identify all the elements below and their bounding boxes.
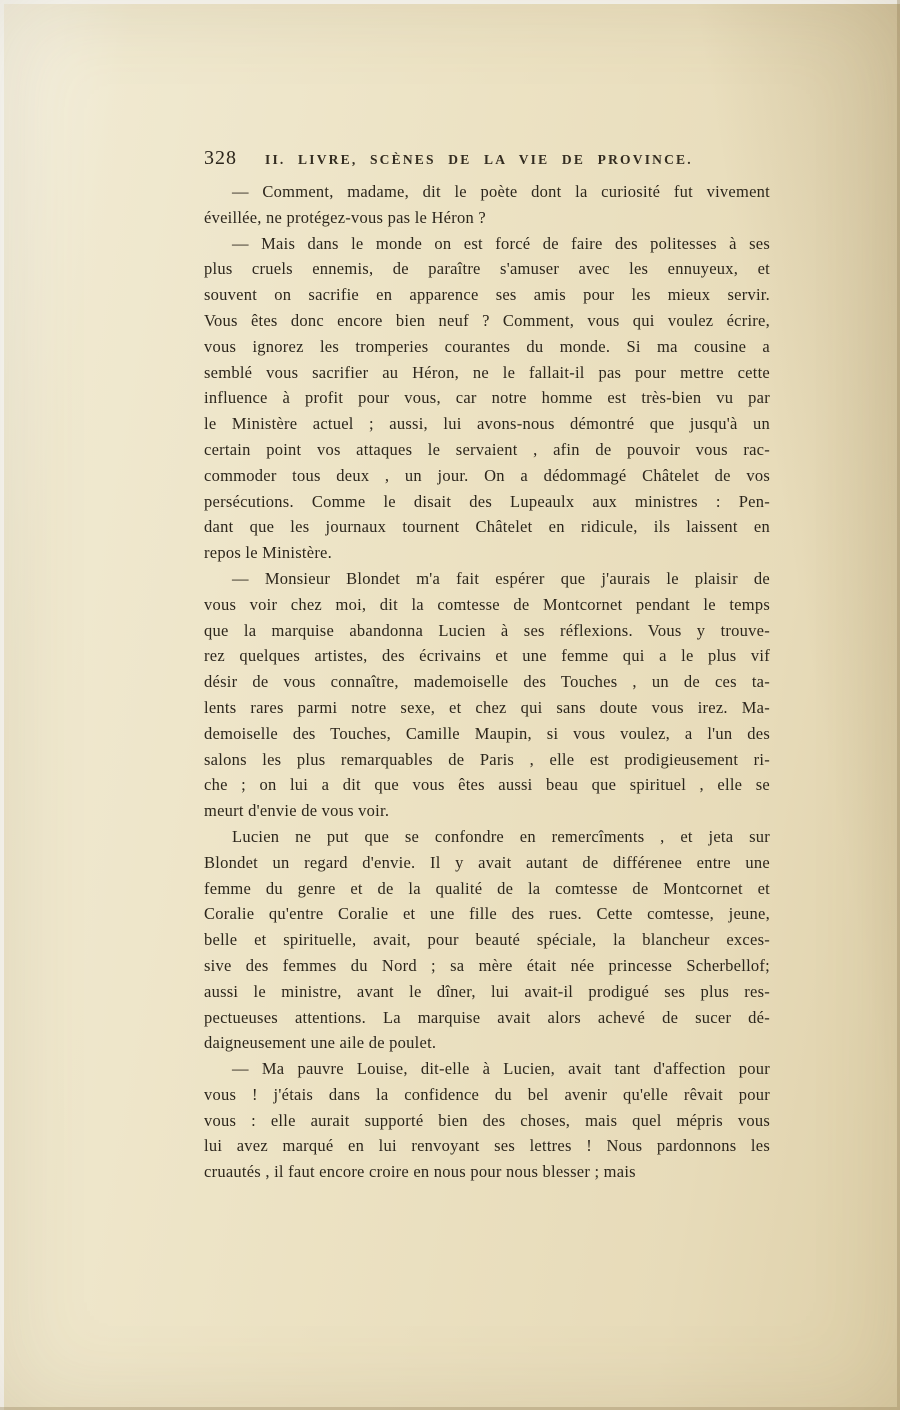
text-line: souvent on sacrifie en apparence ses amis pour les mieux servir. bbox=[204, 285, 770, 305]
text-line: semblé vous sacrifier au Héron, ne le fallait-il pas pour mettre cette bbox=[204, 362, 770, 382]
text-line: lents rares parmi notre sexe, et chez qui sans doute vous irez. Ma- bbox=[204, 697, 770, 717]
text-line: repos le Ministère. bbox=[204, 543, 333, 563]
text-line: Coralie qu'entre Coralie et une fille des rues. Cette comtesse, jeune, bbox=[204, 904, 770, 924]
text-line: que la marquise abandonna Lucien à ses réflexions. Vous y trouve- bbox=[204, 620, 770, 640]
text-line: demoiselle des Touches, Camille Maupin, si vous voulez, a l'un des bbox=[204, 723, 770, 743]
text-line: — Comment, madame, dit le poète dont la curiosité fut vivement bbox=[232, 182, 770, 201]
text-line: — Ma pauvre Louise, dit-elle à Lucien, avait tant d'affection pour bbox=[232, 1059, 770, 1079]
text-line: désir de vous connaître, mademoiselle des Touches , un de ces ta- bbox=[204, 672, 770, 692]
text-line: le Ministère actuel ; aussi, lui avons-nous démontré que jusqu'à un bbox=[204, 414, 770, 434]
paragraph bbox=[204, 566, 770, 824]
text-line: Blondet un regard d'envie. Il y avait autant de différenee entre une bbox=[204, 852, 770, 872]
text-line: influence à profit pour vous, car notre homme est très-bien vu par bbox=[204, 388, 770, 408]
text-line: commoder tous deux , un jour. On a dédommagé Châtelet de vos bbox=[204, 465, 770, 485]
text-line: — Monsieur Blondet m'a fait espérer que j'aurais le plaisir de bbox=[232, 568, 770, 588]
text-line: certain point vos attaques le servaient , afin de pouvoir vous rac- bbox=[204, 439, 770, 459]
text-line: vous : elle aurait supporté bien des choses, mais quel mépris vous bbox=[204, 1110, 770, 1130]
text-line: Vous êtes donc encore bien neuf ? Comment, vous qui voulez écrire, bbox=[204, 310, 770, 330]
paragraph bbox=[204, 231, 770, 566]
text-area bbox=[204, 147, 770, 1185]
text-line: vous ! j'étais dans la confidence du bel avenir qu'elle rêvait pour bbox=[204, 1084, 770, 1104]
text-line: femme du genre et de la qualité de la comtesse de Montcornet et bbox=[204, 878, 770, 898]
text-line: salons les plus remarquables de Paris , elle est prodigieusement ri- bbox=[204, 749, 770, 769]
text-line: — Mais dans le monde on est forcé de faire des politesses à ses bbox=[232, 233, 770, 253]
text-line: Lucien ne put que se confondre en remercîments , et jeta sur bbox=[232, 826, 770, 846]
running-head bbox=[204, 147, 770, 170]
text-line: pectueuses attentions. La marquise avait alors achevé de sucer dé- bbox=[204, 1007, 770, 1027]
text-line: aussi le ministre, avant le dîner, lui avait-il prodigué ses plus res- bbox=[204, 981, 770, 1001]
text-line: persécutions. Comme le disait des Lupeaulx aux ministres : Pen- bbox=[204, 491, 770, 511]
paragraph bbox=[204, 1056, 770, 1185]
text-line: daigneusement une aile de poulet. bbox=[204, 1033, 437, 1053]
paragraph bbox=[204, 824, 770, 1056]
text-line: vous ignorez les tromperies courantes du monde. Si ma cousine a bbox=[204, 336, 770, 356]
text-line: dant que les journaux tournent Châtelet en ridicule, ils laissent en bbox=[204, 517, 770, 537]
header-title: II. LIVRE, SCÈNES DE LA VIE DE PROVINCE. bbox=[265, 152, 693, 167]
text-line: belle et spirituelle, avait, pour beauté spéciale, la blancheur exces- bbox=[204, 930, 770, 950]
text-line: éveillée, ne protégez-vous pas le Héron ? bbox=[204, 207, 486, 227]
page-number: 328 bbox=[204, 147, 237, 169]
text-line: rez quelques artistes, des écrivains et une femme qui a le plus vif bbox=[204, 646, 770, 666]
text-line: cruautés , il faut encore croire en nous pour nous blesser ; mais bbox=[204, 1162, 636, 1182]
text-line: che ; on lui a dit que vous êtes aussi beau que spirituel , elle se bbox=[204, 775, 770, 795]
text-line: sive des femmes du Nord ; sa mère était née princesse Scherbellof; bbox=[204, 955, 770, 975]
text-block bbox=[204, 179, 770, 1185]
paragraph bbox=[204, 179, 770, 231]
text-line: vous voir chez moi, dit la comtesse de Montcornet pendant le temps bbox=[204, 594, 770, 614]
text-line: plus cruels ennemis, de paraître s'amuser avec les ennuyeux, et bbox=[204, 259, 770, 279]
text-line: meurt d'envie de vous voir. bbox=[204, 801, 390, 821]
text-line: lui avez marqué en lui renvoyant ses lettres ! Nous pardonnons les bbox=[204, 1136, 770, 1156]
